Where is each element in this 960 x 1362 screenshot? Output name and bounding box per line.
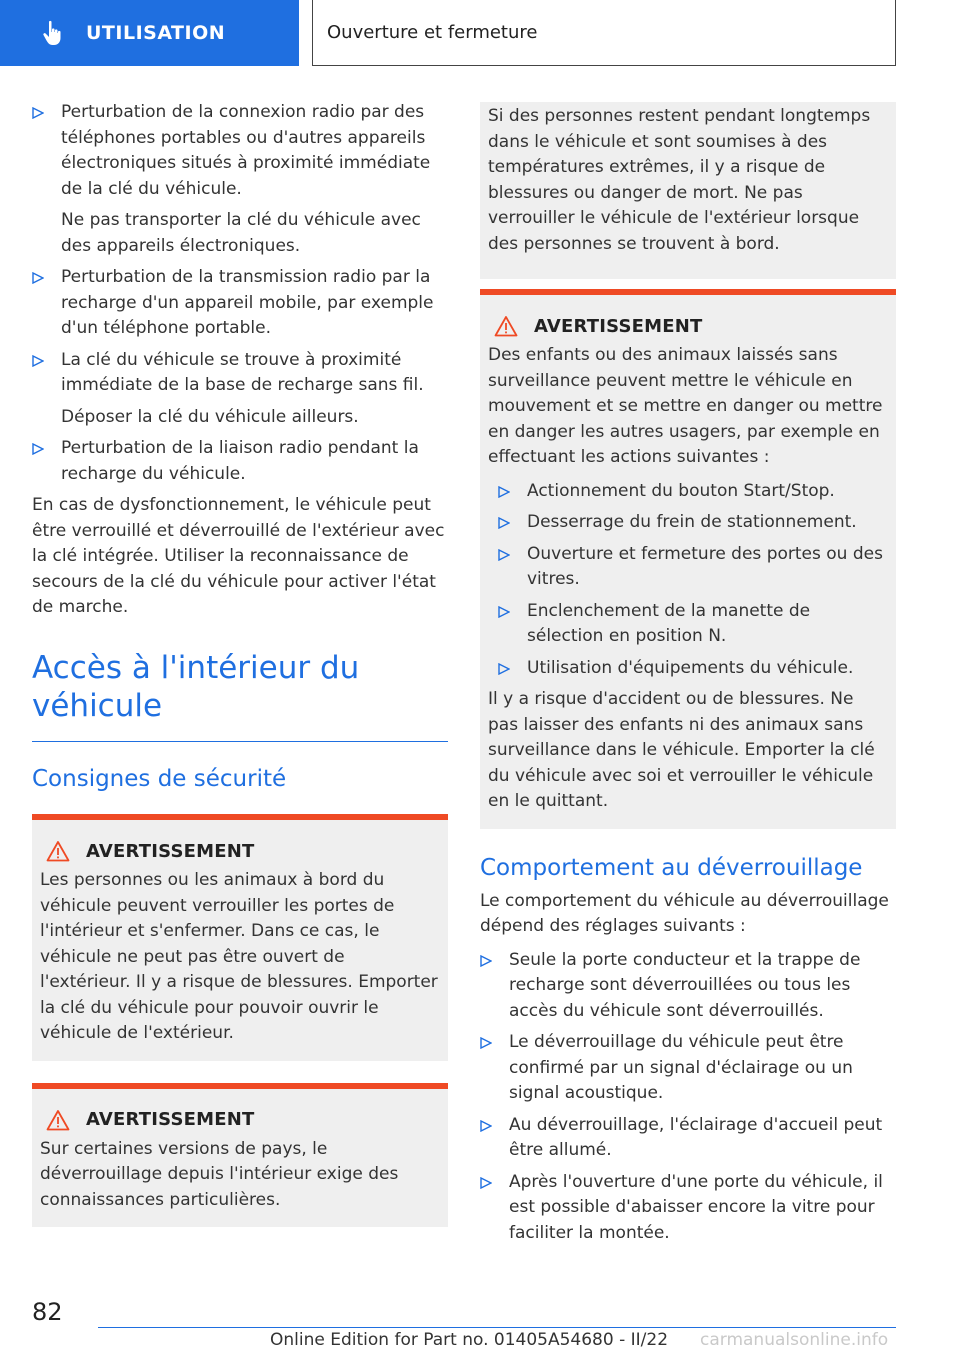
warning-continued-text: Si des personnes restent pendant longtemps dans le véhicule et sont soumises à des températures extrêmes, il y a risque de blessures ou danger de mort. Ne pas verrouiller le véhicule de l'extérieur lorsque des personnes se trouvent à bord. [488, 106, 871, 254]
list-item-note: Déposer la clé du véhicule ailleurs. [61, 406, 359, 427]
section-divider [32, 741, 448, 743]
chapter-tab [0, 0, 299, 66]
list-item [480, 1170, 896, 1247]
warning-label: AVERTISSEMENT [534, 315, 703, 337]
triangle-bullet-icon [480, 955, 492, 967]
list-item-text: Desserrage du frein de stationnement. [527, 512, 857, 532]
list-item [498, 542, 888, 593]
malfunction-paragraph: En cas de dysfonctionnement, le véhicule peut être verrouillé et déverrouillé de l'extérieur avec la clé intégrée. Utiliser la reconnaissance de secours de la clé du véhicule pour activer l'état de marche. [32, 495, 445, 617]
triangle-bullet-icon [480, 1120, 492, 1132]
list-item-text: Seule la porte conducteur et la trappe de recharge sont déverrouillées ou tous les accès du véhicule sont déverrouillés. [509, 949, 861, 1021]
warning-label: AVERTISSEMENT [86, 1109, 255, 1130]
list-item-text: Actionnement du bouton Start/Stop. [527, 480, 835, 501]
subsection-heading: Consignes de sécurité [32, 766, 287, 792]
list-item [32, 436, 448, 487]
warning-continued-box [480, 102, 896, 279]
warning-triangle-icon [494, 315, 518, 337]
warning-outro: Il y a risque d'accident ou de blessures. Ne pas laisser des enfants ni des animaux sans surveillance dans le véhicule. Emporter la clé du véhicule avec soi et verrouiller le véhicule en le quittant. [488, 689, 875, 811]
triangle-bullet-icon [32, 107, 44, 119]
list-item-text: Ouverture et fermeture des portes ou des vitres. [527, 543, 883, 589]
warning-text: Les personnes ou les animaux à bord du véhicule peuvent verrouiller les portes de l'intérieur et s'enfermer. Dans ce cas, le véhicule ne peut pas être ouvert de l'extérieur. Il y a risque de blessures. Emporter la clé du véhicule pour pouvoir ouvrir le véhicule de l'extérieur. [40, 870, 438, 1043]
list-item-text: Perturbation de la liaison radio pendant la recharge du véhicule. [61, 438, 419, 484]
list-item [32, 100, 448, 259]
list-item [480, 948, 896, 1025]
list-item-text: Enclenchement de la manette de sélection en position N. [527, 600, 811, 646]
interference-list [32, 100, 448, 487]
hand-pointer-icon [40, 19, 68, 47]
triangle-bullet-icon [498, 606, 510, 618]
page-number: 82 [32, 1298, 63, 1326]
footer-divider [98, 1327, 896, 1328]
list-item [480, 1113, 896, 1164]
triangle-bullet-icon [32, 272, 44, 284]
list-item-text: Perturbation de la connexion radio par des téléphones portables ou d'autres appareils électroniques situés à proximité immédiate de la clé du véhicule. [61, 102, 431, 199]
right-column [480, 102, 896, 1252]
warning-intro: Des enfants ou des animaux laissés sans surveillance peuvent mettre le véhicule en mouvement et se mettre en danger ou mettre en danger les autres usagers, par exemple en effectuant les actions suivantes : [488, 345, 883, 467]
list-item-text: Après l'ouverture d'une porte du véhicule, il est possible d'abaisser encore la vitre pour faciliter la montée. [509, 1171, 883, 1243]
list-item [498, 599, 888, 650]
list-item-note: Ne pas transporter la clé du véhicule avec des appareils électroniques. [61, 210, 421, 256]
triangle-bullet-icon [480, 1177, 492, 1189]
section-title: Ouverture et fermeture [312, 0, 896, 66]
list-item-text: Perturbation de la transmission radio par la recharge d'un appareil mobile, par exemple d'un téléphone portable. [61, 267, 434, 338]
subsection-heading: Comportement au déverrouillage [480, 854, 863, 881]
triangle-bullet-icon [498, 517, 510, 529]
list-item [32, 265, 448, 342]
triangle-bullet-icon [32, 355, 44, 367]
triangle-bullet-icon [32, 443, 44, 455]
watermark: carmanualsonline.info [700, 1330, 889, 1350]
list-item-text: Au déverrouillage, l'éclairage d'accueil peut être allumé. [509, 1114, 883, 1160]
triangle-bullet-icon [498, 663, 510, 675]
triangle-bullet-icon [480, 1037, 492, 1049]
warning-triangle-icon [46, 1109, 70, 1131]
warning-action-list [498, 479, 888, 682]
list-item [32, 348, 448, 431]
unlock-settings-list [480, 948, 896, 1247]
list-item [498, 656, 888, 682]
unlock-paragraph: Le comportement du véhicule au déverrouillage dépend des réglages suivants : [480, 890, 889, 936]
warning-text: Sur certaines versions de pays, le déverrouillage depuis l'intérieur exige des connaissances particulières. [40, 1138, 399, 1210]
warning-box [32, 1083, 448, 1228]
list-item [498, 479, 888, 505]
list-item-text: Utilisation d'équipements du véhicule. [527, 657, 854, 678]
chapter-title: UTILISATION [86, 22, 226, 44]
left-column [32, 100, 448, 1227]
triangle-bullet-icon [498, 549, 510, 561]
list-item [480, 1030, 896, 1107]
warning-header [46, 1109, 440, 1131]
section-heading: Accès à l'intérieur du véhicule [32, 649, 360, 724]
edition-info: Online Edition for Part no. 01405A54680 - II/22 [270, 1330, 669, 1350]
page-header [0, 0, 960, 66]
warning-header [494, 315, 888, 337]
warning-header [46, 840, 440, 862]
triangle-bullet-icon [498, 486, 510, 498]
warning-triangle-icon [46, 840, 70, 862]
list-item-text: La clé du véhicule se trouve à proximité immédiate de la base de recharge sans fil. [61, 349, 424, 395]
list-item-text: Le déverrouillage du véhicule peut être confirmé par un signal d'éclairage ou un signal acoustique. [509, 1032, 853, 1103]
warning-label: AVERTISSEMENT [86, 840, 255, 862]
list-item [498, 510, 888, 536]
warning-box [480, 289, 896, 829]
warning-box [32, 814, 448, 1061]
